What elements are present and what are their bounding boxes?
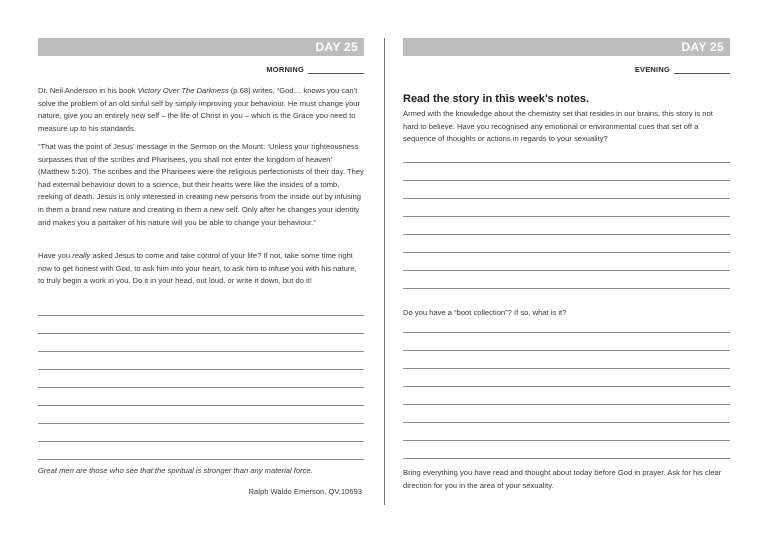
right-page — [403, 0, 730, 543]
writing-line[interactable] — [38, 423, 364, 424]
question-paragraph — [38, 250, 364, 288]
sermon-paragraph: “That was the point of Jesus’ message in the Sermon on the Mount: ‘Unless your righteousness surpasses that of the scribes and Pharisees, you shall not enter the kingdom of heaven’ (Matthew 5:20). The scribes and the Pharisees were the religious perfectionists of their day. They had external behaviour down to a science, but their hearts were like the insides of a tomb, reeking of death. Jesus is only interested in creating new persons from the inside out by infusing in them a brand new nature and creating in them a new self. Only after he changes your identity and makes you a partaker of his nature will you be able to change your behaviour.” — [38, 142, 364, 227]
page-divider — [384, 38, 385, 505]
day-header-bar — [403, 38, 730, 56]
intro-paragraph — [38, 85, 364, 135]
writing-line[interactable] — [38, 351, 364, 352]
section-heading: Read the story in this week’s notes. — [403, 93, 590, 105]
writing-line[interactable] — [403, 422, 730, 423]
quote-attribution: Ralph Waldo Emerson, QV.10693 — [248, 487, 362, 496]
question-text-rest: asked Jesus to come and take control of your life? If not, take some time right now to get honest with God, to ask him into your heart, to ask him to infuse you with his nature, to truly begin a work in you. Do it in your head, out loud, or write it down, but do it! — [38, 251, 357, 286]
day-header-bar — [38, 38, 364, 56]
slot-label: MORNING — [266, 65, 304, 74]
slot-blank-line[interactable] — [674, 65, 730, 74]
morning-slot — [266, 65, 364, 74]
writing-line[interactable] — [403, 368, 730, 369]
writing-line[interactable] — [403, 198, 730, 199]
day-label: DAY 25 — [315, 40, 358, 54]
slot-label: EVENING — [634, 65, 670, 74]
boot-collection-question: Do you have a “boot collection”? If so, what is it? — [403, 308, 567, 317]
writing-line[interactable] — [403, 180, 730, 181]
evening-slot — [635, 65, 730, 74]
left-page — [38, 0, 364, 543]
closing-prayer: Bring everything you have read and thought about today before God in prayer. Ask for his clear direction for you in the area of your sexuality. — [403, 468, 722, 490]
writing-line[interactable] — [403, 440, 730, 441]
question-emphasis: really — [72, 251, 91, 260]
writing-line[interactable] — [403, 350, 730, 351]
writing-line[interactable] — [403, 404, 730, 405]
writing-line[interactable] — [38, 333, 364, 334]
writing-line[interactable] — [38, 459, 364, 460]
question-text: Have you — [38, 251, 73, 260]
writing-line[interactable] — [38, 315, 364, 316]
writing-line[interactable] — [38, 405, 364, 406]
writing-line[interactable] — [403, 270, 730, 271]
writing-line[interactable] — [38, 441, 364, 442]
writing-line[interactable] — [403, 162, 730, 163]
writing-line[interactable] — [403, 252, 730, 253]
intro-text: Dr. Neil Anderson in his book — [38, 86, 138, 95]
writing-line[interactable] — [403, 288, 730, 289]
story-paragraph: Armed with the knowledge about the chemistry set that resides in our brains, this story is not hard to believe. Have you recognised any emotional or environmental cues that set off a sequence of thoughts or actions in regards to your sexuality? — [403, 109, 713, 144]
writing-line[interactable] — [403, 386, 730, 387]
writing-line[interactable] — [403, 458, 730, 459]
writing-line[interactable] — [38, 369, 364, 370]
intro-text-rest: (p.68) writes, “God… knows you can’t solve the problem of an old sinful self by simply improving your behaviour. He must change your nature, give you an entirely new self – the life of Christ in you – which is the Grace you need to measure up to his standards. — [38, 86, 361, 133]
quote: Great men are those who see that the spiritual is stronger than any material force. — [38, 466, 313, 475]
slot-blank-line[interactable] — [308, 65, 364, 74]
day-label: DAY 25 — [681, 40, 724, 54]
writing-line[interactable] — [403, 234, 730, 235]
writing-line[interactable] — [403, 332, 730, 333]
writing-line[interactable] — [403, 216, 730, 217]
writing-line[interactable] — [38, 387, 364, 388]
book-title: Victory Over The Darkness — [137, 86, 229, 95]
